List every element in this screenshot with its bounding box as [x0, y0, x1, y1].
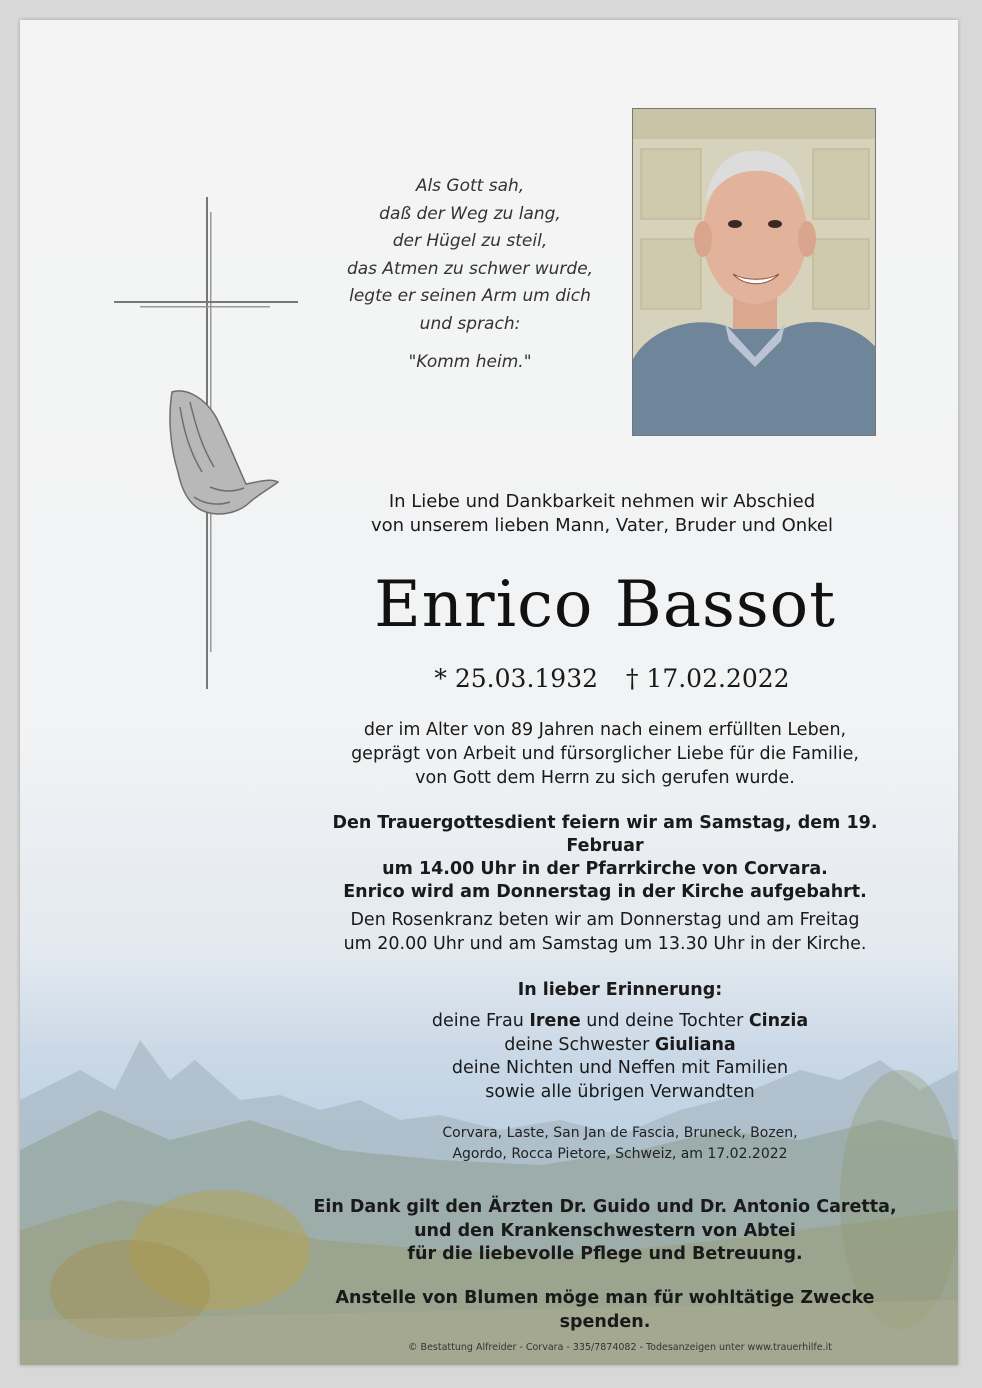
donation-note: Anstelle von Blumen möge man für wohltätige Zwecke spenden. — [335, 1288, 875, 1332]
text-fragment: und deine Tochter — [580, 1011, 749, 1031]
mourners-list — [360, 1010, 880, 1104]
mourners-line — [360, 1010, 880, 1034]
bio-line: der im Alter von 89 Jahren nach einem erfüllten Leben, — [363, 720, 847, 740]
rosary-text — [305, 908, 905, 956]
sister-name: Giuliana — [654, 1034, 736, 1055]
places-line: Agordo, Rocca Pietore, Schweiz, am 17.02.2022 — [452, 1146, 788, 1162]
funeral-line: Enrico wird am Donnerstag in der Kirche aufgebahrt. — [343, 882, 867, 902]
poem-line: und sprach: — [419, 313, 521, 334]
cross-with-praying-hands-icon — [110, 192, 305, 692]
mourners-line: sowie alle übrigen Verwandten — [485, 1081, 755, 1102]
poem-line: legte er seinen Arm um dich — [349, 286, 591, 306]
text-fragment: deine Schwester — [504, 1034, 655, 1055]
obituary-card — [20, 20, 958, 1365]
poem — [290, 173, 650, 377]
poem-line: daß der Weg zu lang, — [379, 203, 561, 224]
rosary-line: Den Rosenkranz beten wir am Donnerstag und am Freitag — [350, 910, 860, 930]
places-line: Corvara, Laste, San Jan de Fascia, Bruneck, Bozen, — [442, 1125, 798, 1141]
daughter-name: Cinzia — [748, 1011, 809, 1031]
birth-date: * 25.03.1932 — [434, 664, 599, 693]
places-and-date — [380, 1123, 860, 1165]
thanks-line: und den Krankenschwestern von Abtei — [414, 1220, 796, 1241]
funeral-line: Den Trauergottesdient feiern wir am Samstag, dem 19. Februar — [332, 813, 878, 856]
biography-text — [310, 718, 900, 790]
poem-line: der Hügel zu steil, — [392, 231, 548, 251]
bio-line: von Gott dem Herrn zu sich gerufen wurde. — [415, 768, 795, 788]
intro-text — [352, 490, 852, 538]
funeral-service-text — [305, 812, 905, 904]
intro-line: In Liebe und Dankbarkeit nehmen wir Abschied — [388, 491, 816, 512]
deceased-name: Enrico Bassot — [374, 568, 836, 642]
thanks-line: für die liebevolle Pflege und Betreuung. — [407, 1244, 803, 1264]
funeral-line: um 14.00 Uhr in der Pfarrkirche von Corvara. — [382, 859, 828, 879]
intro-line: von unserem lieben Mann, Vater, Bruder und Onkel — [370, 515, 834, 536]
memory-heading: In lieber Erinnerung: — [517, 980, 723, 1000]
bio-line: geprägt von Arbeit und fürsorglicher Liebe für die Familie, — [351, 744, 859, 764]
poem-quote: "Komm heim." — [408, 352, 532, 372]
rosary-line: um 20.00 Uhr und am Samstag um 13.30 Uhr in der Kirche. — [343, 934, 867, 954]
footer-credit: © Bestattung Alfreider - Corvara - 335/7874082 - Todesanzeigen unter www.trauerhilfe.it — [408, 1342, 832, 1353]
mourners-line — [360, 1034, 880, 1058]
portrait-photo — [632, 108, 876, 436]
poem-line: Als Gott sah, — [415, 176, 525, 196]
thanks-text — [305, 1196, 905, 1267]
life-dates — [402, 663, 822, 695]
thanks-line: Ein Dank gilt den Ärzten Dr. Guido und Dr. Antonio Caretta, — [313, 1197, 897, 1217]
mourners-line: deine Nichten und Neffen mit Familien — [451, 1058, 789, 1078]
wife-name: Irene — [529, 1011, 581, 1031]
text-fragment: deine Frau — [431, 1011, 530, 1031]
poem-line: das Atmen zu schwer wurde, — [346, 258, 594, 279]
death-date: † 17.02.2022 — [625, 664, 790, 693]
